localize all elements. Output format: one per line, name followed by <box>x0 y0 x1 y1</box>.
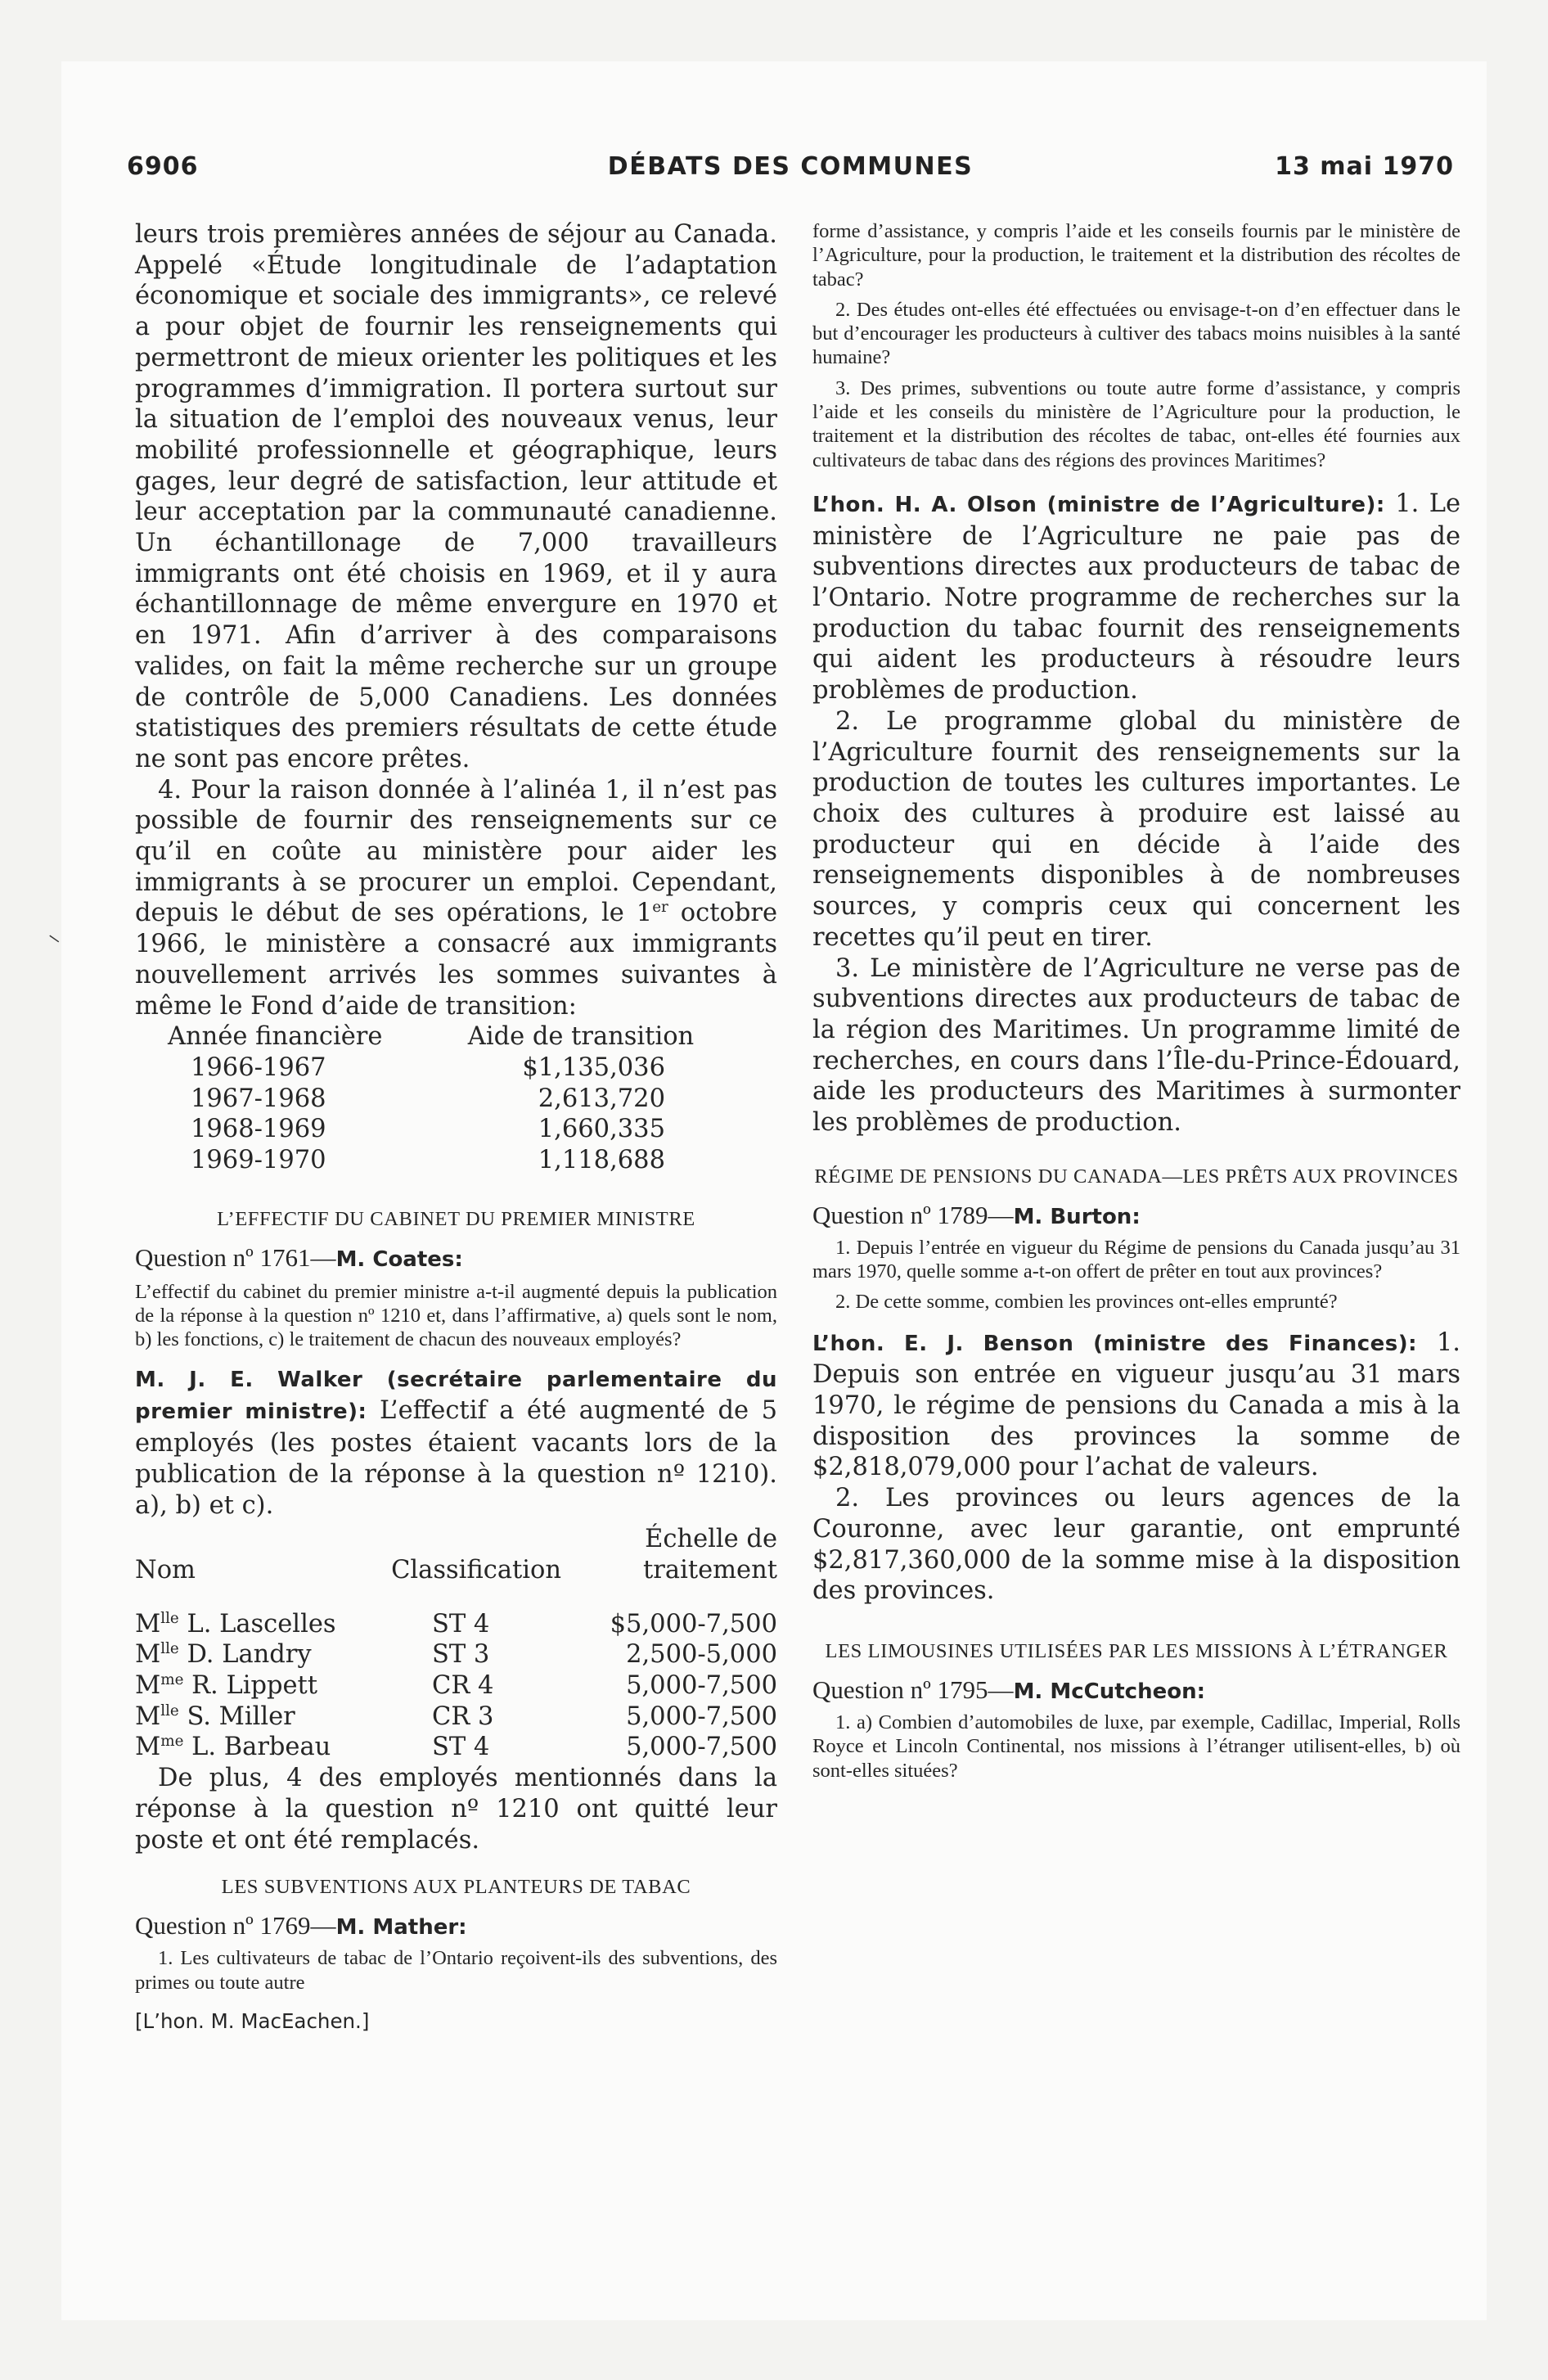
table-row: $M^{lle}$ S. Miller CR 3 5,000-7,500 <box>135 1702 777 1731</box>
table-row: 1966-1967 $1,135,036 <box>191 1053 665 1082</box>
answer-olson-3: 3. Le ministère de l’Agriculture ne verse pas de subventions directes aux producteurs de tabac de la région des Maritimes. Un programme limité de recherches, en cours dans l’Île-du-Prince-Édouard, aide les producteurs des Maritimes à surmonter les problèmes de production. <box>812 953 1460 1138</box>
question-1795-text: 1. a) Combien d’automobiles de luxe, par exemple, Cadillac, Imperial, Rolls Royce et Lincoln Continental, nos missions à l’étranger utilisent-elles, b) où sont-elles situées? <box>812 1711 1460 1782</box>
answer-1761: M. J. E. Walker (secrétaire parlementaire du premier ministre): L’effectif a été augmenté de 5 employés (les postes étaient vacants lors de la publication de la réponse à la question nº 1210). a), b) et c). <box>135 1367 777 1520</box>
section-title-tabac: LES SUBVENTIONS AUX PLANTEURS DE TABAC <box>221 1876 691 1899</box>
table-row: $M^{me}$ R. Lippett CR 4 5,000-7,500 <box>135 1670 777 1701</box>
table-row: $M^{me}$ L. Barbeau ST 4 5,000-7,500 <box>135 1733 777 1762</box>
question-1761-text: L’effectif du cabinet du premier ministre a-t-il augmenté depuis la publication de la réponse à la question nº 1210 et, dans l’affirmative, a) quels sont le nom, b) les fonctions, c) le traitement de chacun des nouveaux employés? <box>135 1280 777 1351</box>
table-row: 1968-1969 1,660,335 <box>191 1115 665 1144</box>
table-row: $M^{lle}$ L. Lascelles ST 4 $5,000-7,500 <box>135 1609 777 1639</box>
question-1769: Question nº 1769—M. Mather: <box>135 1911 467 1941</box>
staff-header-echelle: Échelle de traitement <box>643 1525 777 1584</box>
transition-table <box>168 1021 724 1176</box>
question-1789-part-2: 2. De cette somme, combien les provinces ont-elles emprunté? <box>835 1291 1338 1314</box>
question-1769-continued: forme d’assistance, y compris l’aide et les conseils fournis par le ministère de l’Agriculture, pour la production, le traitement et la distribution des récoltes de tabac? <box>812 220 1460 291</box>
transition-header-aid: Aide de transition <box>467 1022 695 1052</box>
table-row: 1969-1970 1,118,688 <box>191 1146 665 1175</box>
table-row: 1967-1968 2,613,720 <box>191 1084 665 1113</box>
answer-benson-2: 2. Les provinces ou leurs agences de la Couronne, avec leur garantie, ont emprunté $2,817,360,000 de la somme mise à la disposition des provinces. <box>812 1484 1460 1606</box>
staff-header-nom: Nom <box>135 1555 196 1584</box>
question-1769-text: 1. Les cultivateurs de tabac de l’Ontario reçoivent-ils des subventions, des primes ou toute autre <box>135 1947 777 1994</box>
page-date: 13 mai 1970 <box>1275 152 1454 181</box>
question-1769-part-2: 2. Des études ont-elles été effectuées ou envisage-t-on d’en effectuer dans le but d’encourager les producteurs à cultiver des tabacs moins nuisibles à la santé humaine? <box>812 298 1460 369</box>
section-title-pensions: RÉGIME DE PENSIONS DU CANADA—LES PRÊTS AUX PROVINCES <box>814 1165 1459 1188</box>
transition-header-year: Année financière <box>168 1022 383 1052</box>
page-title: DÉBATS DES COMMUNES <box>607 152 974 181</box>
page-header <box>127 152 1454 193</box>
section-title-cabinet: L’EFFECTIF DU CABINET DU PREMIER MINISTRE <box>217 1207 695 1230</box>
staff-header-classification: Classification <box>391 1555 562 1584</box>
left-column <box>135 219 777 2033</box>
paragraph-intro: leurs trois premières années de séjour au Canada. Appelé «Étude longitudinale de l’adaptation économique et sociale des immigrants», ce relevé a pour objet de fournir les renseignements qui permettront de mieux orienter les politiques et les programmes d’immigration. Il portera surtout sur la situation de l’emploi des nouveaux venus, leur mobilité professionnelle et géographique, leurs gages, leur degré de satisfaction, leur attitude et leur acceptation par la communauté canadienne. Un échantillonage de 7,000 travailleurs immigrants ont été choisis en 1969, et il y aura échantillonnage de même envergure en 1970 et en 1971. Afin d’arriver à des comparaisons valides, on fait la même recherche sur un groupe de contrôle de 5,000 Canadiens. Les données statistiques des premiers résultats de cette étude ne sont pas encore prêtes. <box>135 220 777 773</box>
answer-olson-1: L’hon. H. A. Olson (ministre de l’Agriculture): 1. Le ministère de l’Agriculture ne paie pas de subventions directes aux producteurs de tabac de l’Ontario. Notre programme de recherches sur la production du tabac fournit des renseignements qui aident les producteurs à résoudre leurs problèmes de production. <box>812 489 1460 705</box>
staff-table <box>135 1524 777 1763</box>
answer-olson-2: 2. Le programme global du ministère de l’Agriculture fournit des renseignements sur la production de toutes les cultures importantes. Le choix des cultures à produire est laissé au producteur qui en décide à l’aide des renseignements disponibles à de nombreuses sources, y compris ceux qui concernent les recettes qu’il peut en tirer. <box>812 706 1460 952</box>
signature-line: [L’hon. M. MacEachen.] <box>135 2008 370 2033</box>
question-1795: Question nº 1795—M. McCutcheon: <box>812 1675 1205 1704</box>
table-row: $M^{lle}$ D. Landry ST 3 2,500-5,000 <box>135 1640 777 1670</box>
right-column <box>812 219 1460 1783</box>
paragraph-de-plus: De plus, 4 des employés mentionnés dans la réponse à la question nº 1210 ont quitté leur poste et ont été remplacés. <box>135 1764 777 1855</box>
section-title-limousines: LES LIMOUSINES UTILISÉES PAR LES MISSIONS À L’ÉTRANGER <box>825 1639 1448 1662</box>
question-1761: Question nº 1761—M. Coates: <box>135 1242 463 1272</box>
question-1769-part-3: 3. Des primes, subventions ou toute autre forme d’assistance, y compris l’aide et les conseils du ministère de l’Agriculture pour la production, le traitement et la distribution des récoltes de tabac, ont-elles été fournies aux cultivateurs de tabac dans des régions des provinces Maritimes? <box>812 376 1460 471</box>
margin-mark: ⸜ <box>45 919 61 948</box>
paragraph-4: 4. Pour la raison donnée à l’alinéa 1, il n’est pas possible de fournir des renseignements sur ce qu’il en coûte au ministère pour aider les immigrants à se procurer un emploi. Cependant, depuis le début de ses opérations, le 1er octobre 1966, le ministère a consacré aux immigrants nouvellement arrivés les sommes suivantes à même le Fond d’aide de transition: <box>135 775 777 1021</box>
question-1789-part-1: 1. Depuis l’entrée en vigueur du Régime de pensions du Canada jusqu’au 31 mars 1970, quelle somme a-t-on offert de prêter en tout aux provinces? <box>812 1236 1460 1283</box>
answer-benson-1: L’hon. E. J. Benson (ministre des Finances): 1. Depuis son entrée en vigueur jusqu’au 31 mars 1970, le régime de pensions du Canada a mis à la disposition des provinces la somme de $2,818,079,000 pour l’achat de valeurs. <box>812 1327 1461 1482</box>
page-number: 6906 <box>127 152 199 181</box>
question-1789: Question nº 1789—M. Burton: <box>812 1200 1141 1229</box>
